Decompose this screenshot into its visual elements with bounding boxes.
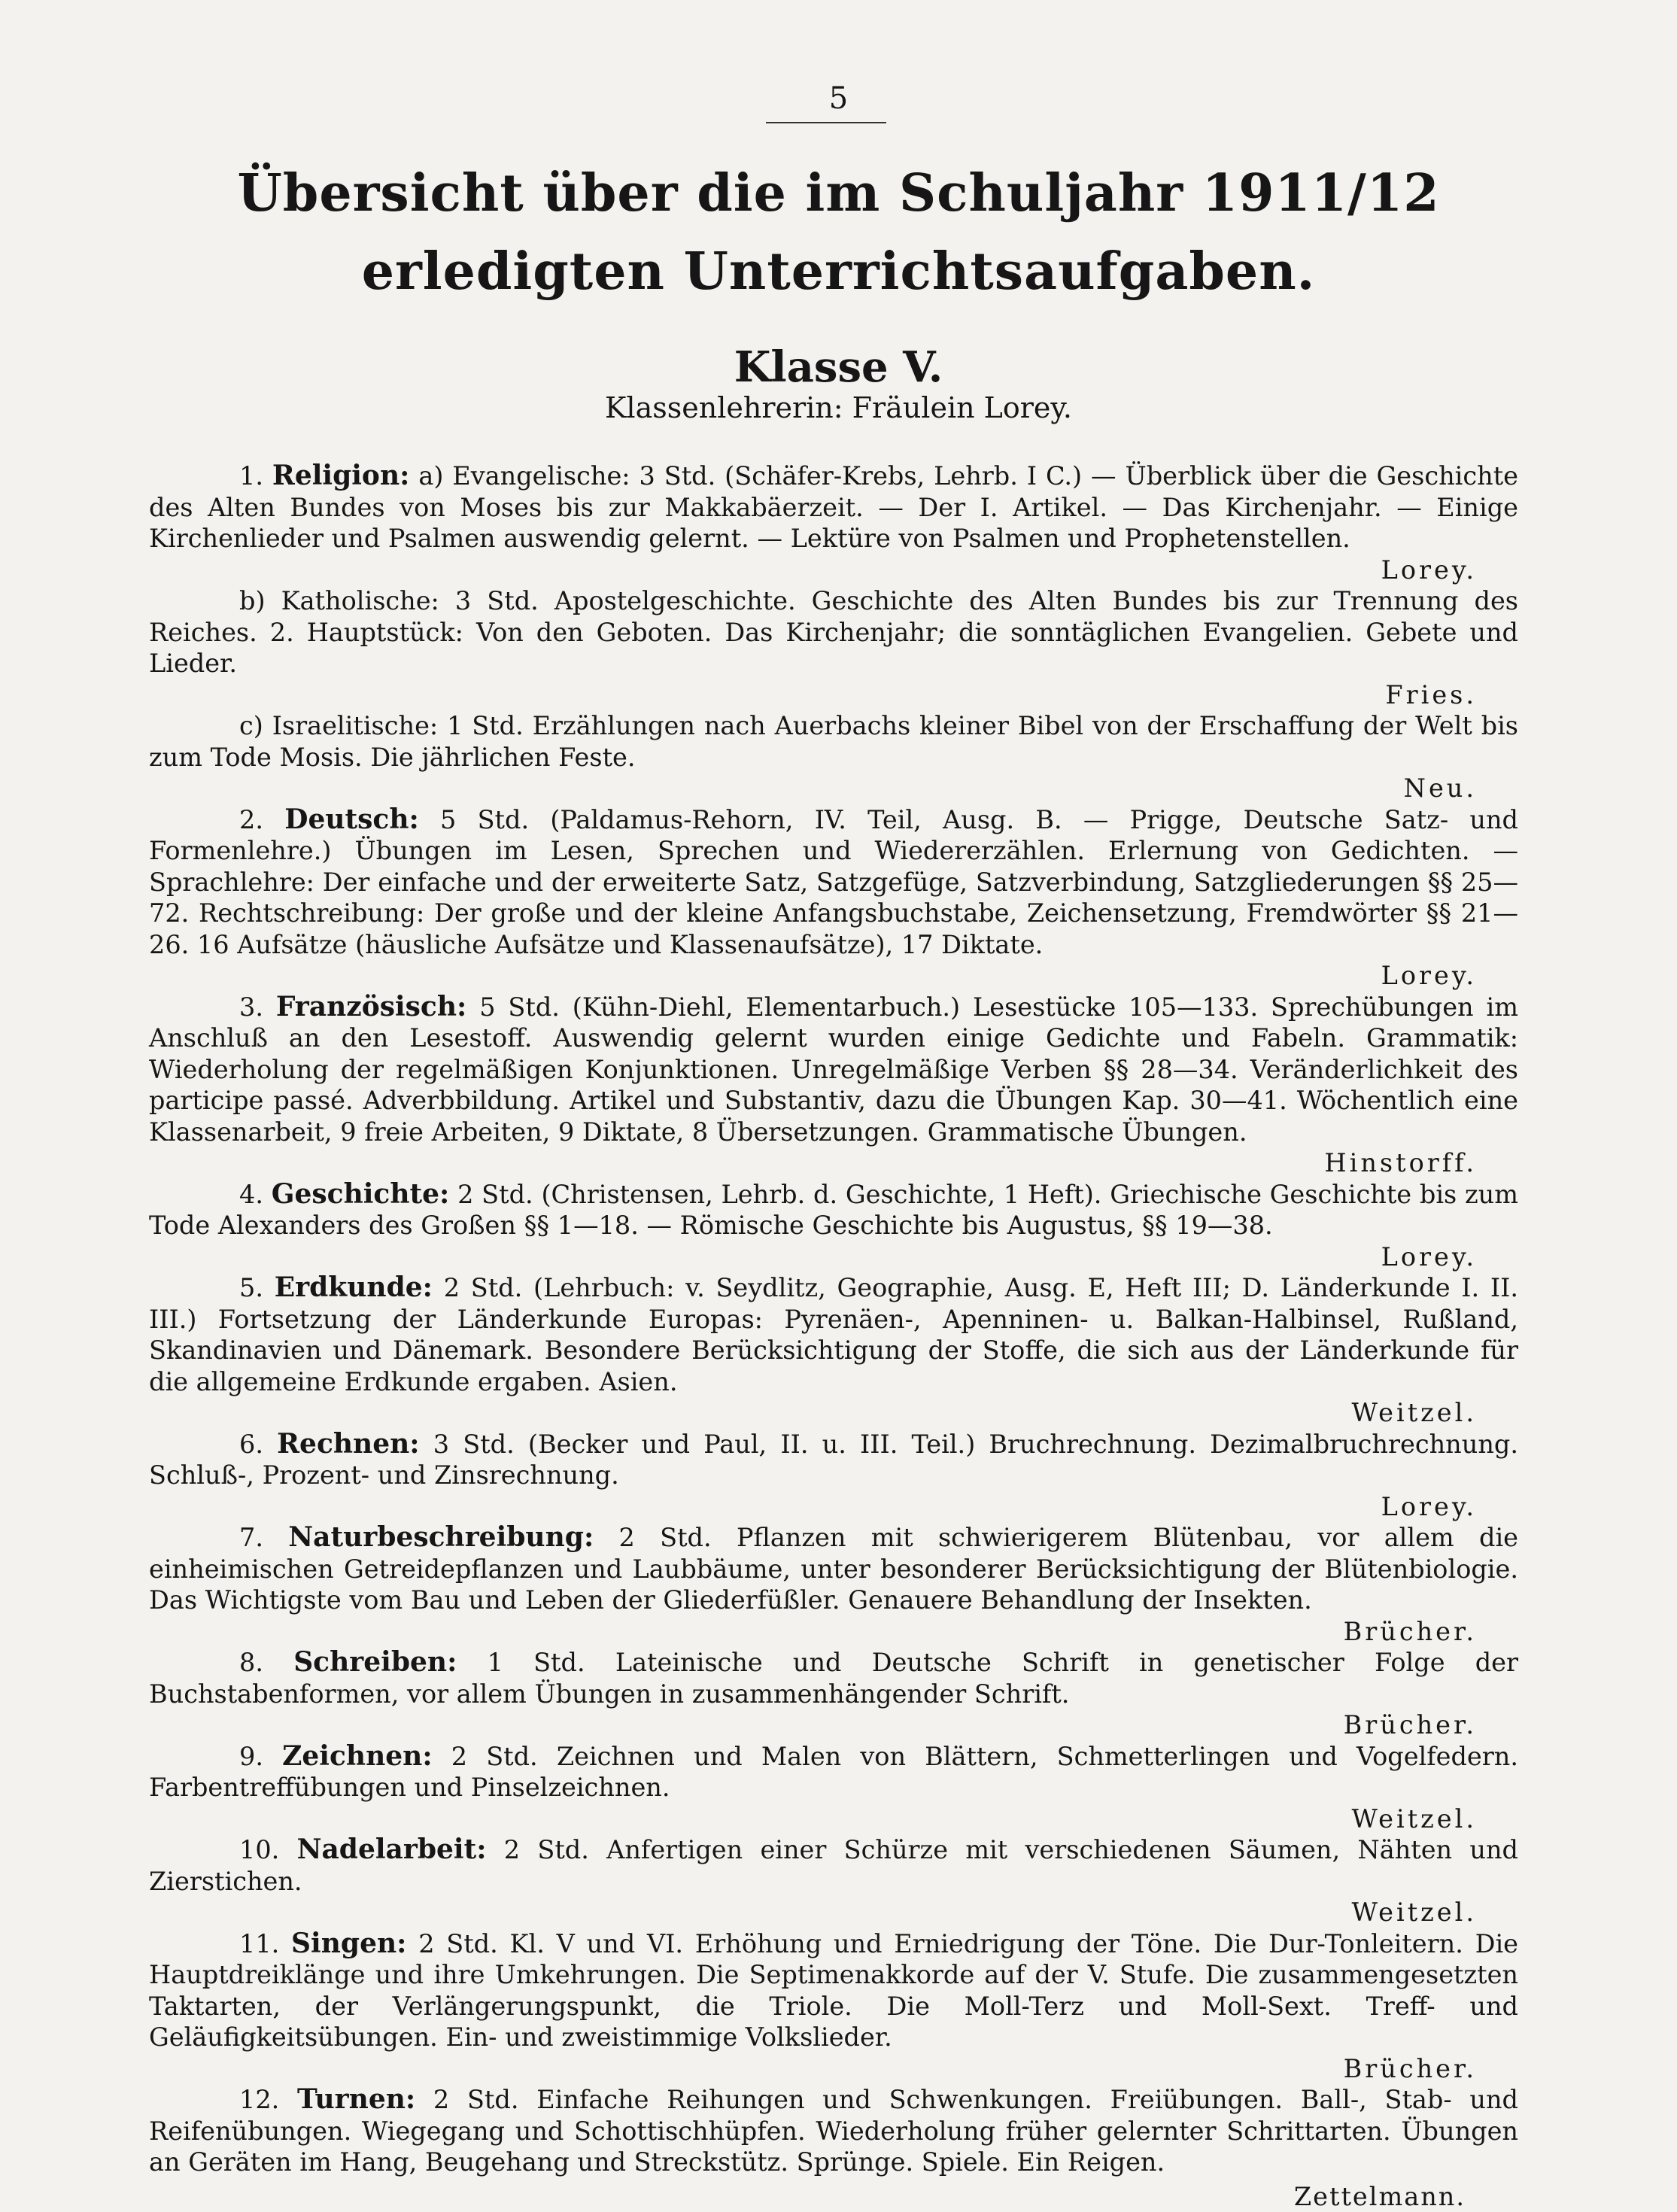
subject-text: c) Israelitische: 1 Std. Erzählungen nach Auerbachs kleiner Bibel von der Erschaffung der Welt bis zum Tode Mosis. Die jährlichen Feste.	[149, 711, 1518, 772]
subject-text: 2 Std. (Christensen, Lehrb. d. Geschichte, 1 Heft). Griechische Geschichte bis zum Tode Alexanders des Großen §§ 1—18. — Römische Geschichte bis Augustus, §§ 19—38.	[149, 1180, 1518, 1241]
subject-paragraph	[149, 1928, 1518, 2085]
subject-text: 2 Std. (Lehrbuch: v. Seydlitz, Geographie, Ausg. E, Heft III; D. Länderkunde I. II. III.) Fortsetzung der Länderkunde Europas: Pyrenäen-, Apenninen- u. Balkan-Halbinsel, Rußland, Skandinavien und Dänemark. Besondere Berücksichtigung der Stoffe, die sich aus der Länderkunde für die allgemeine Erdkunde ergaben. Asien.	[149, 1273, 1518, 1396]
teacher-name: Brücher.	[149, 1616, 1518, 1648]
subject-name: Nadelarbeit:	[297, 1834, 487, 1865]
subject-name: Rechnen:	[277, 1428, 419, 1460]
subject-text: 2 Std. Anfertigen einer Schürze mit verschiedenen Säumen, Nähten und Zierstichen.	[149, 1835, 1518, 1896]
subject-text: 2 Std. Einfache Reihungen und Schwenkungen. Freiübungen. Ball-, Stab- und Reifenübungen. Wiegegang und Schottischhüpfen. Wiederholung früher gelernter Schrittarten. Übungen an Geräten im Hang, Beugehang und Streckstütz. Sprünge. Spiele. Ein Reigen.	[149, 2085, 1518, 2177]
subject-number: 10.	[239, 1835, 279, 1864]
teacher-name: Lorey.	[149, 1241, 1518, 1273]
subject-name: Schreiben:	[293, 1646, 457, 1678]
subject-name: Geschichte:	[272, 1178, 450, 1210]
teacher-name: Brücher.	[149, 2053, 1518, 2085]
subject-number: 1.	[239, 461, 263, 491]
page-number: 5	[0, 81, 1677, 116]
subject-number: 3.	[239, 992, 263, 1022]
subject-name: Erdkunde:	[275, 1272, 433, 1303]
subject-name: Religion:	[272, 460, 410, 491]
teacher-name: Fries.	[149, 679, 1518, 711]
subject-number: 7.	[239, 1523, 263, 1552]
subject-number: 11.	[239, 1929, 279, 1958]
class-heading: Klasse V.	[0, 342, 1677, 392]
teacher-name: Lorey.	[149, 960, 1518, 992]
subject-name: Französisch:	[276, 991, 466, 1022]
page-title: Übersicht über die im Schuljahr 1911/12 erledigten Unterrichtsaufgaben.	[135, 154, 1542, 311]
subject-text: 5 Std. (Paldamus-Rehorn, IV. Teil, Ausg. B. — Prigge, Deutsche Satz- und Formenlehre.) Übungen im Lesen, Sprechen und Wiedererzählen. Erlernung von Gedichten. — Sprachlehre: Der einfache und der erweiterte Satz, Satzgefüge, Satzverbindung, Satzgliederungen §§ 25—72. Rechtschreibung: Der große und der kleine Anfangsbuchstabe, Zeichensetzung, Fremdwörter §§ 21—26. 16 Aufsätze (häusliche Aufsätze und Klassenaufsätze), 17 Diktate.	[149, 805, 1518, 959]
subject-number: 5.	[239, 1273, 263, 1302]
subject-text: 1 Std. Lateinische und Deutsche Schrift in genetischer Folge der Buchstabenformen, vor allem Übungen in zusammenhängender Schrift.	[149, 1648, 1518, 1709]
subject-number: 8.	[239, 1648, 263, 1677]
subject-paragraph	[149, 1741, 1518, 1835]
teacher-name: Weitzel.	[149, 1397, 1518, 1429]
subject-paragraph	[149, 1272, 1518, 1429]
subject-name: Turnen:	[297, 2083, 415, 2115]
teacher-name: Weitzel.	[149, 1897, 1518, 1928]
subject-text: a) Evangelische: 3 Std. (Schäfer-Krebs, Lehrb. I C.) — Überblick über die Geschichte des Alten Bundes von Moses bis zur Makkabäerzeit. — Der I. Artikel. — Das Kirchenjahr. — Einige Kirchenlieder und Psalmen auswendig gelernt. — Lektüre von Psalmen und Prophetenstellen.	[149, 461, 1518, 553]
subject-paragraph	[149, 2084, 1518, 2212]
subject-paragraph	[149, 1647, 1518, 1741]
subject-number: 4.	[239, 1180, 263, 1209]
subject-paragraph	[149, 1429, 1518, 1523]
subject-text: 2 Std. Zeichnen und Malen von Blättern, Schmetterlingen und Vogelfedern. Farbentreffübungen und Pinselzeichnen.	[149, 1742, 1518, 1803]
subject-name: Zeichnen:	[282, 1740, 433, 1772]
subject-text: 5 Std. (Kühn-Diehl, Elementarbuch.) Lesestücke 105—133. Sprechübungen im Anschluß an den Lesestoff. Auswendig gelernt wurden einige Gedichte und Fabeln. Grammatik: Wiederholung der regelmäßigen Konjunktionen. Unregelmäßige Verben §§ 28—34. Veränderlichkeit des participe passé. Adverbbildung. Artikel und Substantiv, dazu die Übungen Kap. 30—41. Wöchentlich eine Klassenarbeit, 9 freie Arbeiten, 9 Diktate, 8 Übersetzungen. Grammatische Übungen.	[149, 992, 1518, 1147]
subject-name: Singen:	[291, 1928, 406, 1959]
subject-paragraph	[149, 585, 1518, 710]
subject-number: 12.	[239, 2085, 279, 2114]
subject-paragraph	[149, 1834, 1518, 1928]
subject-text: 3 Std. (Becker und Paul, II. u. III. Teil.) Bruchrechnung. Dezimalbruchrechnung. Schluß-, Prozent- und Zinsrechnung.	[149, 1430, 1518, 1490]
class-teacher: Klassenlehrerin: Fräulein Lorey.	[0, 391, 1677, 424]
subject-name: Naturbeschreibung:	[288, 1521, 594, 1553]
teacher-name: Zettelmann.	[149, 2181, 1518, 2212]
subject-paragraph	[149, 992, 1518, 1179]
subject-name: Deutsch:	[284, 804, 419, 835]
subject-text: 2 Std. Pflanzen mit schwierigerem Blütenbau, vor allem die einheimischen Getreidepflanzen und Laubbäume, unter besonderer Berücksichtigung der Blütenbiologie. Das Wichtigste vom Bau und Leben der Gliederfüßler. Genauere Behandlung der Insekten.	[149, 1523, 1518, 1615]
teacher-name: Hinstorff.	[149, 1147, 1518, 1179]
subject-paragraph	[149, 1522, 1518, 1647]
subject-number: 9.	[239, 1742, 263, 1771]
teacher-name: Brücher.	[149, 1709, 1518, 1741]
subject-paragraph	[149, 804, 1518, 992]
page-number-rule	[766, 122, 886, 123]
teacher-name: Weitzel.	[149, 1803, 1518, 1835]
teacher-name: Lorey.	[149, 555, 1518, 586]
subject-text: 2 Std. Kl. V und VI. Erhöhung und Erniedrigung der Töne. Die Dur-Tonleitern. Die Hauptdreiklänge und ihre Umkehrungen. Die Septimenakkorde auf der V. Stufe. Die zusammengesetzten Taktarten, der Verlängerungspunkt, die Triole. Die Moll-Terz und Moll-Sext. Treff- und Geläufigkeitsübungen. Ein- und zweistimmige Volkslieder.	[149, 1929, 1518, 2052]
curriculum-body	[149, 460, 1518, 2212]
subject-paragraph	[149, 460, 1518, 585]
subject-number: 2.	[239, 805, 263, 834]
subject-paragraph	[149, 710, 1518, 804]
subject-text: b) Katholische: 3 Std. Apostelgeschichte. Geschichte des Alten Bundes bis zur Trennung des Reiches. 2. Hauptstück: Von den Geboten. Das Kirchenjahr; die sonntäglichen Evangelien. Gebete und Lieder.	[149, 586, 1518, 678]
subject-number: 6.	[239, 1430, 263, 1459]
teacher-name: Neu.	[149, 773, 1518, 804]
teacher-name: Lorey.	[149, 1491, 1518, 1523]
subject-paragraph	[149, 1179, 1518, 1273]
